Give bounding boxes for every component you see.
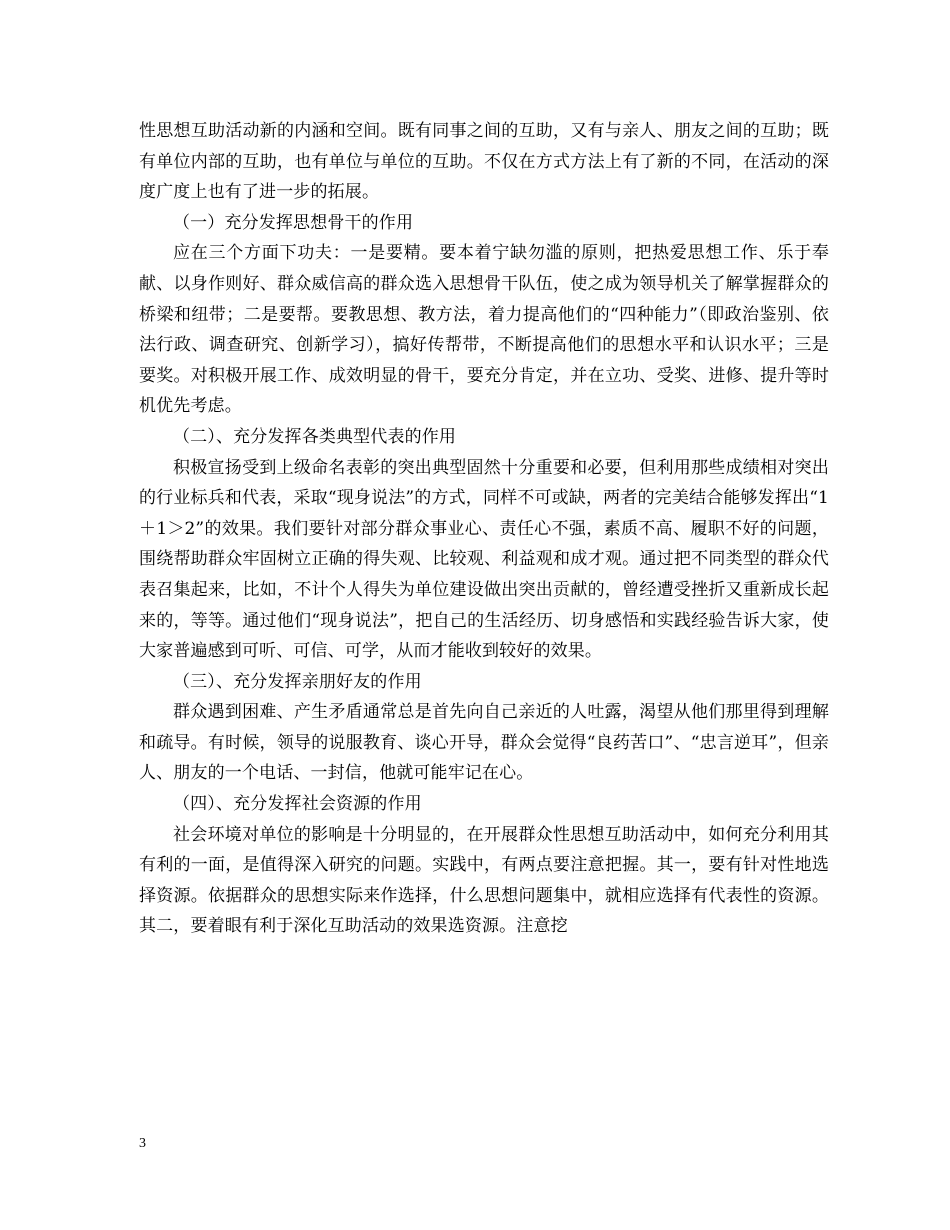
section-heading-2: （二）、充分发挥各类典型代表的作用 — [173, 426, 457, 447]
paragraph-2: 积极宣扬受到上级命名表彰的突出典型固然十分重要和必要，但利用那些成绩相对突出的行业标兵和代表，采取“现身说法”的方式，同样不可或缺，两者的完美结合能够发挥出“1＋1＞2”的效果。我们要针对部分群众事业心、责任心不强，素质不高、履职不好的问题，围绕帮助群众牢固树立正确的得失观、比较观、利益观和成才观。通过把不同类型的群众代表召集起来，比如，不计个人得失为单位建设做出突出贡献的，曾经遭受挫折又重新成长起来的，等等。通过他们“现身说法”，把自己的生活经历、切身感悟和实践经验告诉大家，使大家普遍感到可听、可信、可学，从而才能收到较好的效果。 — [139, 457, 829, 662]
page-number: 3 — [139, 1136, 146, 1151]
paragraph-continued: 性思想互助活动新的内涵和空间。既有同事之间的互助，又有与亲人、朋友之间的互助；既有单位内部的互助，也有单位与单位的互助。不仅在方式方法上有了新的不同，在活动的深度广度上也有了进一步的拓展。 — [139, 121, 829, 203]
document-body — [139, 116, 829, 942]
paragraph-1: 应在三个方面下功夫：一是要精。要本着宁缺勿滥的原则，把热爱思想工作、乐于奉献、以身作则好、群众威信高的群众选入思想骨干队伍，使之成为领导机关了解掌握群众的桥梁和纽带；二是要帮。要教思想、教方法，着力提高他们的“四种能力”（即政治鉴别、依法行政、调查研究、创新学习），搞好传帮带，不断提高他们的思想水平和认识水平；三是要奖。对积极开展工作、成效明显的骨干，要充分肯定，并在立功、受奖、进修、提升等时机优先考虑。 — [139, 243, 829, 417]
section-heading-1: （一）充分发挥思想骨干的作用 — [173, 212, 414, 233]
section-heading-3: （三）、充分发挥亲朋好友的作用 — [173, 671, 422, 692]
section-heading-4: （四）、充分发挥社会资源的作用 — [173, 794, 422, 815]
paragraph-3: 群众遇到困难、产生矛盾通常总是首先向自己亲近的人吐露，渴望从他们那里得到理解和疏导。有时候，领导的说服教育、谈心开导，群众会觉得“良药苦口”、“忠言逆耳”，但亲人、朋友的一个电话、一封信，他就可能牢记在心。 — [139, 702, 829, 784]
paragraph-4: 社会环境对单位的影响是十分明显的，在开展群众性思想互助活动中，如何充分利用其有利的一面，是值得深入研究的问题。实践中，有两点要注意把握。其一，要有针对性地选择资源。依据群众的思想实际来作选择，什么思想问题集中，就相应选择有代表性的资源。其二，要着眼有利于深化互助活动的效果选资源。注意挖 — [139, 824, 829, 937]
